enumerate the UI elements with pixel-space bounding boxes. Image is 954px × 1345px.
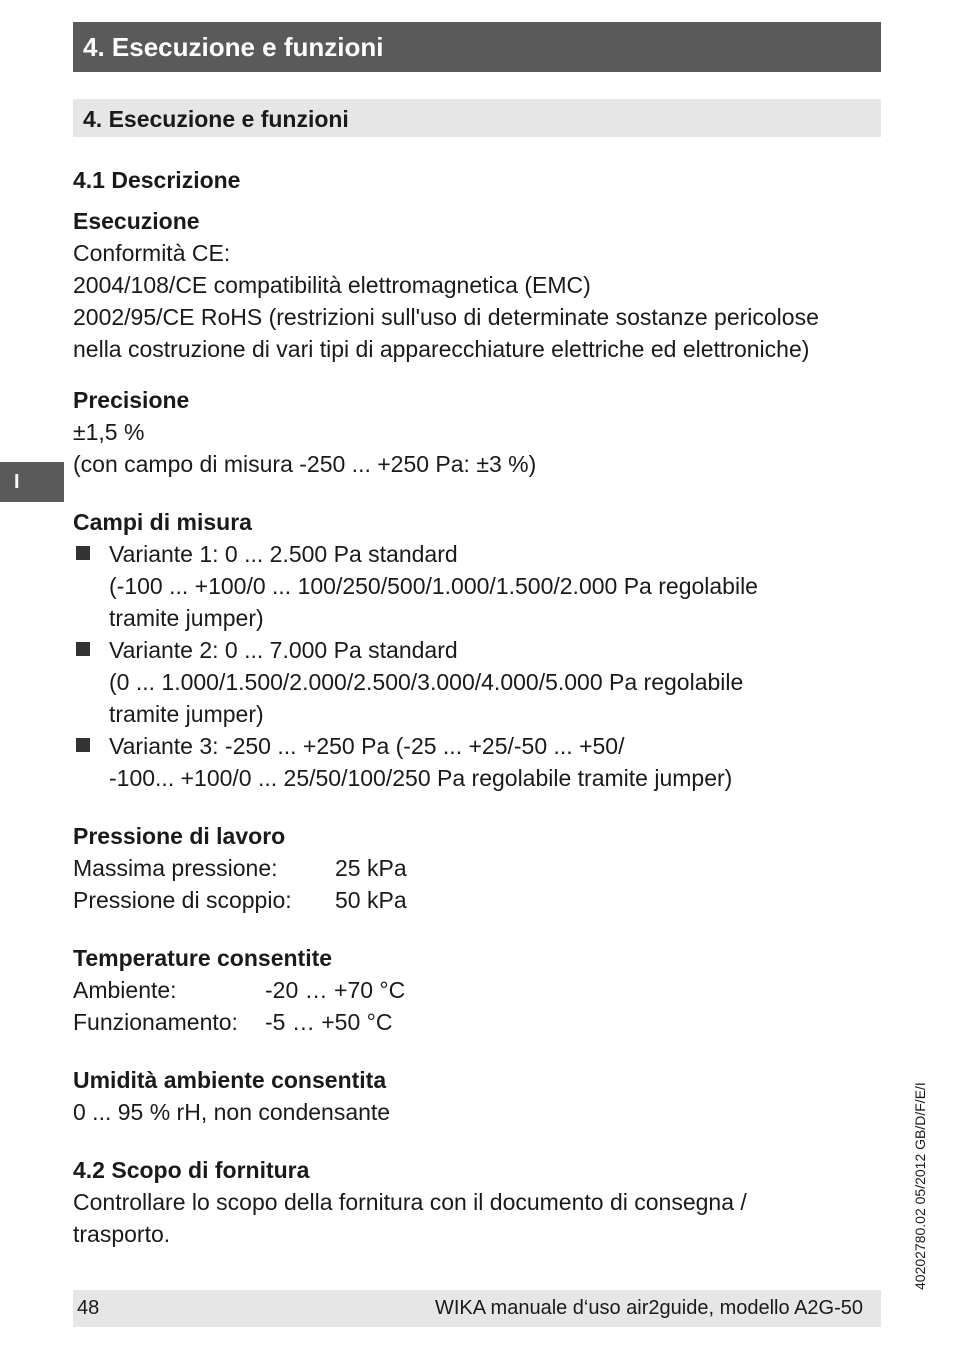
text-line: Conformità CE: — [73, 240, 231, 266]
subsection-title-descrizione: 4.1 Descrizione — [73, 167, 241, 193]
spec-row — [73, 884, 881, 916]
page-content — [73, 164, 881, 1250]
text-line: Variante 1: 0 ... 2.500 Pa standard — [109, 541, 458, 567]
square-bullet-icon — [76, 738, 90, 752]
spec-value: -5 … +50 °C — [265, 1009, 393, 1035]
text-line: Variante 3: -250 ... +250 Pa (-25 ... +25/-50 ... +50/ — [109, 733, 625, 759]
spec-value: -20 … +70 °C — [265, 977, 406, 1003]
measurement-ranges-list — [73, 538, 881, 794]
text-line: tramite jumper) — [109, 701, 264, 727]
document-code: 40202780.02 05/2012 GB/D/F/E/I — [912, 1082, 928, 1290]
language-tab: I — [0, 462, 64, 502]
spec-value: 25 kPa — [335, 855, 407, 881]
text-line: Controllare lo scopo della fornitura con il documento di consegna / — [73, 1189, 747, 1215]
text-line: 2004/108/CE compatibilità elettromagnetica (EMC) — [73, 272, 591, 298]
spec-row — [73, 852, 881, 884]
heading-campi-di-misura: Campi di misura — [73, 509, 252, 535]
text-line: tramite jumper) — [109, 605, 264, 631]
list-item — [73, 634, 881, 730]
text-line: (-100 ... +100/0 ... 100/250/500/1.000/1.500/2.000 Pa regolabile — [109, 573, 758, 599]
text-line: (0 ... 1.000/1.500/2.000/2.500/3.000/4.000/5.000 Pa regolabile — [109, 669, 744, 695]
text-line: 2002/95/CE RoHS (restrizioni sull'uso di determinate sostanze pericolose — [73, 304, 819, 330]
heading-esecuzione: Esecuzione — [73, 208, 200, 234]
page-footer — [73, 1290, 881, 1327]
section-title: 4. Esecuzione e funzioni — [73, 99, 881, 137]
text-line: -100... +100/0 ... 25/50/100/250 Pa regolabile tramite jumper) — [109, 765, 733, 791]
heading-pressione-di-lavoro: Pressione di lavoro — [73, 823, 286, 849]
list-item — [73, 730, 881, 794]
text-line: trasporto. — [73, 1221, 171, 1247]
text-line: nella costruzione di vari tipi di apparecchiature elettriche ed elettroniche) — [73, 336, 810, 362]
spec-label: Pressione di scoppio: — [73, 887, 292, 913]
spec-value: 50 kPa — [335, 887, 407, 913]
text-line: 0 ... 95 % rH, non condensante — [73, 1099, 391, 1125]
list-item — [73, 538, 881, 634]
spec-row — [73, 1006, 881, 1038]
square-bullet-icon — [76, 546, 90, 560]
text-line: Variante 2: 0 ... 7.000 Pa standard — [109, 637, 458, 663]
spec-label: Funzionamento: — [73, 1009, 238, 1035]
text-line: ±1,5 % — [73, 419, 145, 445]
heading-temperature-consentite: Temperature consentite — [73, 945, 333, 971]
heading-umidita: Umidità ambiente consentita — [73, 1067, 387, 1093]
footer-document-title: WIKA manuale d‘uso air2guide, modello A2G-50 — [434, 1297, 863, 1319]
subsection-title-fornitura: 4.2 Scopo di fornitura — [73, 1157, 310, 1183]
spec-label: Ambiente: — [73, 977, 177, 1003]
text-line: (con campo di misura -250 ... +250 Pa: ±3 %) — [73, 451, 537, 477]
spec-label: Massima pressione: — [73, 855, 278, 881]
page-number: 48 — [77, 1297, 100, 1319]
spec-row — [73, 974, 881, 1006]
square-bullet-icon — [76, 642, 90, 656]
chapter-header: 4. Esecuzione e funzioni — [73, 22, 881, 72]
heading-precisione: Precisione — [73, 387, 190, 413]
